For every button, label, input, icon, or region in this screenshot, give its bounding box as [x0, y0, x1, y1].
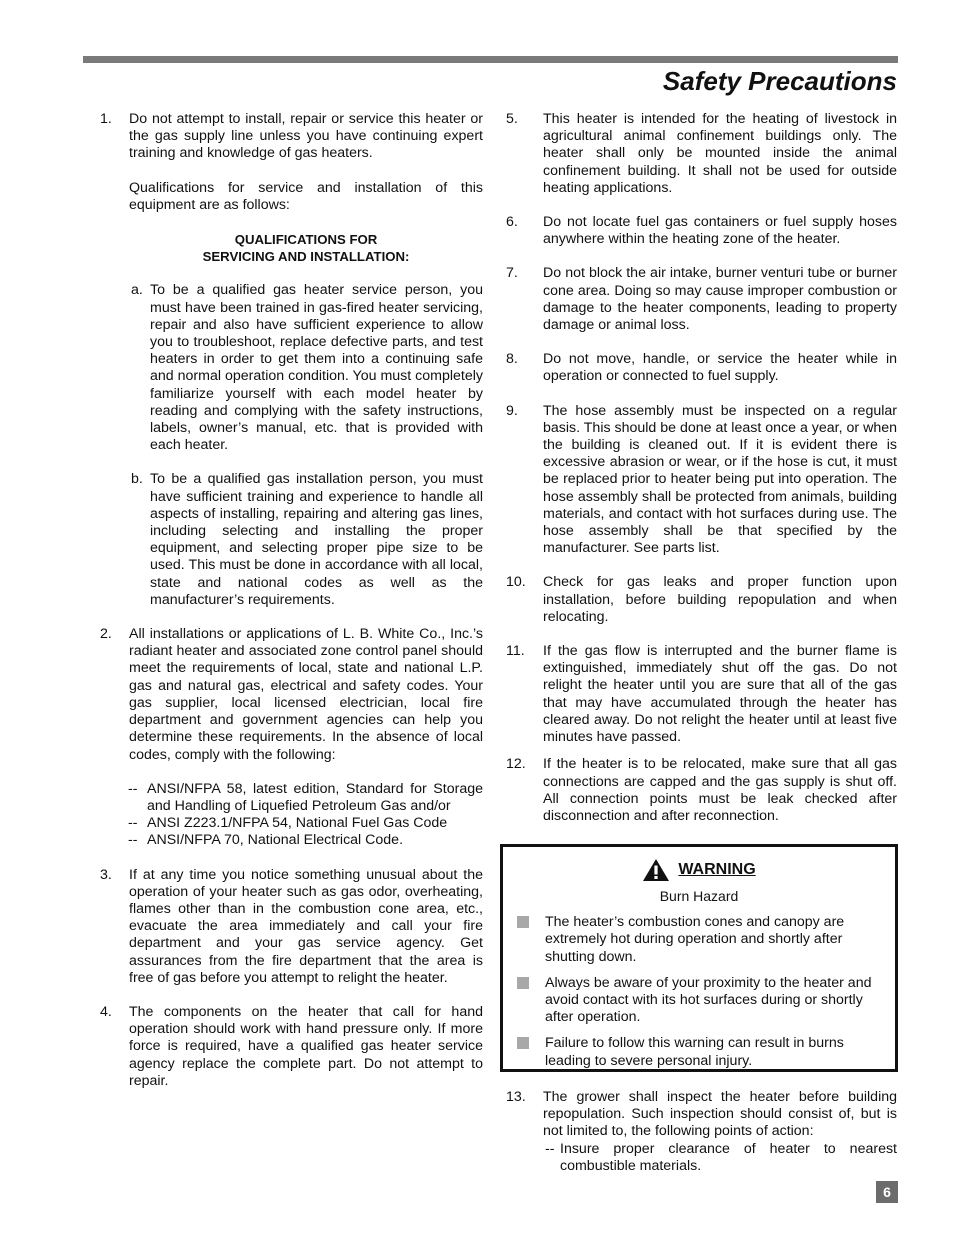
code-text: ANSI/NFPA 70, National Electrical Code. [147, 832, 404, 849]
qualifications-heading-line2: SERVICING AND INSTALLATION: [202, 249, 410, 265]
right-column [506, 111, 897, 842]
item-text: The components on the heater that call for hand operation should work with hand pressure only. If more force is required, have a qualified gas heater service agency replace the complete part. Do not attempt to repair. [129, 1003, 483, 1089]
item-text: Do not move, handle, or service the heater while in operation or connected to fuel supply. [543, 351, 897, 385]
item-number: 10. [506, 574, 526, 591]
list-item-3 [100, 867, 483, 987]
warning-bullet-text: Always be aware of your proximity to the heater and avoid contact with its hot surfaces during or shortly after operation. [545, 974, 872, 1026]
warning-box [500, 844, 898, 1072]
item-number: 11. [506, 643, 525, 660]
sub-item-a [129, 282, 483, 454]
item-number: 5. [506, 111, 518, 127]
item-number: 9. [506, 402, 518, 419]
item-text: If the gas flow is interrupted and the burner flame is extinguished, immediately shut off the gas. Do not relight the heater until you are sure that all of the gas that may have accumulated through the heater has cleared away. Do not relight the heater until at least five minutes have passed. [543, 643, 897, 746]
codes-list-item [100, 815, 483, 832]
codes-list [100, 764, 483, 850]
list-item-12 [506, 756, 897, 825]
codes-list-item [100, 781, 483, 815]
item-text: Do not block the air intake, burner venturi tube or burner cone area. Doing so may cause improper combustion or damage to the heater components, leading to property damage or animal loss. [543, 265, 897, 334]
item-text: The hose assembly must be inspected on a regular basis. This should be done at least once a year, or when the building is cleaned out. If it is evident there is excessive abrasion or wear, or if the hose is cut, it must be replaced prior to heater being put into operation. The hose assembly shall be protected from animals, building materials, and contact with hot surfaces during use. The hose assembly shall be that specified by the manufacturer. See parts list. [543, 402, 897, 557]
item-number: 1. [100, 111, 112, 127]
item-number: 13. [506, 1089, 526, 1105]
sub-item-letter: b. [131, 471, 143, 488]
sub-item-b [129, 471, 483, 609]
page-title: Safety Precautions [662, 66, 897, 96]
item-text: The grower shall inspect the heater before building repopulation. Such inspection should consist of, but is not limited to, the following points of action: [543, 1089, 897, 1140]
warning-title-row [642, 858, 755, 882]
item-text: Do not locate fuel gas containers or fuel supply hoses anywhere within the heating zone of the heater. [543, 214, 897, 248]
item-text: Check for gas leaks and proper function upon installation, before building repopulation and when relocating. [543, 574, 897, 625]
item-number: 12. [506, 756, 526, 773]
item-number: 2. [100, 626, 112, 643]
bullet-square-icon [517, 916, 529, 928]
dash-item [543, 1141, 897, 1175]
item-number: 8. [506, 351, 518, 368]
right-column-lower [506, 1089, 897, 1175]
dash-marker: -- [545, 1140, 555, 1157]
list-item-4 [100, 1004, 483, 1090]
item-text: All installations or applications of L. B. White Co., Inc.’s radiant heater and associated zone control panel should meet the requirements of local, state and national L.P. gas and natural gas, electrical and safety codes. Your gas supplier, local licensed electrician, local fire department and government agencies can help you determine these requirements. In the absence of local codes, comply with the following: [129, 626, 483, 763]
sub-item-text: To be a qualified gas installation person, you must have sufficient training and experience to handle all aspects of installing, repairing and altering gas lines, including selecting and installing the proper equipment, and selecting proper pipe size to be used. This must be done in accordance with all local, state and national codes as well as the manufacturer’s requirements. [150, 471, 483, 608]
item-number: 4. [100, 1003, 112, 1020]
page-number-badge: 6 [876, 1181, 898, 1203]
dash-marker: -- [128, 815, 138, 832]
list-item-11 [506, 643, 897, 746]
dash-marker: -- [128, 832, 138, 849]
item-number: 7. [506, 265, 518, 282]
code-text: ANSI/NFPA 58, latest edition, Standard for Storage and Handling of Liquefied Petroleum Gas and/or [147, 780, 483, 814]
warning-bullet [517, 975, 883, 1027]
list-item-9 [506, 403, 897, 558]
warning-title: WARNING [678, 861, 756, 878]
list-item-8 [506, 351, 897, 385]
bullet-square-icon [517, 977, 529, 989]
list-item-5 [506, 111, 897, 197]
codes-list-item [100, 832, 483, 849]
warning-bullet [517, 914, 883, 966]
item-number: 3. [100, 866, 112, 883]
warning-bullet-list [503, 914, 895, 1070]
sub-item-letter: a. [131, 282, 143, 299]
list-item-2 [100, 626, 483, 764]
left-column [100, 111, 483, 1107]
qualifications-heading-line1: QUALIFICATIONS FOR [234, 232, 378, 248]
item-text: If the heater is to be relocated, make sure that all gas connections are capped and the gas supply is shut off. All connection points must be leak checked after disconnection and after reconnection. [543, 756, 897, 824]
warning-triangle-icon [642, 858, 670, 882]
warning-bullet [517, 1035, 883, 1069]
list-item-7 [506, 265, 897, 334]
list-item-10 [506, 574, 897, 626]
warning-bullet-text: The heater’s combustion cones and canopy are extremely hot during operation and shortly after shutting down. [545, 914, 845, 965]
qualifications-intro: Qualifications for service and installation of this equipment are as follows: [129, 179, 483, 213]
header-rule [83, 56, 898, 63]
code-text: ANSI Z223.1/NFPA 54, National Fuel Gas Code [147, 815, 448, 832]
dash-marker: -- [128, 780, 138, 797]
bullet-square-icon [517, 1037, 529, 1049]
item-text: This heater is intended for the heating of livestock in agricultural animal confinement buildings only. The heater shall only be mounted inside the animal confinement building. It shall not be used for outside heating applications. [543, 111, 897, 196]
warning-subtitle: Burn Hazard [659, 888, 739, 905]
item-text: Do not attempt to install, repair or service this heater or the gas supply line unless you have continuing expert training and knowledge of gas heaters. [129, 111, 483, 162]
qualifications-heading [129, 231, 483, 265]
list-item-13 [506, 1089, 897, 1175]
warning-header [503, 847, 895, 905]
list-item-6 [506, 214, 897, 248]
warning-bullet-text: Failure to follow this warning can result in burns leading to severe personal injury. [545, 1035, 844, 1069]
item-number: 6. [506, 214, 518, 231]
item-text: If at any time you notice something unusual about the operation of your heater such as gas odor, overheating, flames other than in the combustion cone area, etc., evacuate the area immediately and call your fire department and your gas service agency. Get assurances from the fire department that the area is free of gas before you attempt to relight the heater. [129, 866, 483, 986]
list-item-1 [100, 111, 483, 609]
dash-item-text: Insure proper clearance of heater to nearest combustible materials. [560, 1140, 897, 1174]
sub-item-text: To be a qualified gas heater service person, you must have been trained in gas-fired heater servicing, repair and also have sufficient experience to allow you to troubleshoot, replace defective parts, and test heaters in order to get them into a continuing safe and normal operation condition. You must completely familiarize yourself with each model heater by reading and complying with the safety instructions, labels, owner’s manual, etc. that is provided with each heater. [150, 282, 483, 454]
